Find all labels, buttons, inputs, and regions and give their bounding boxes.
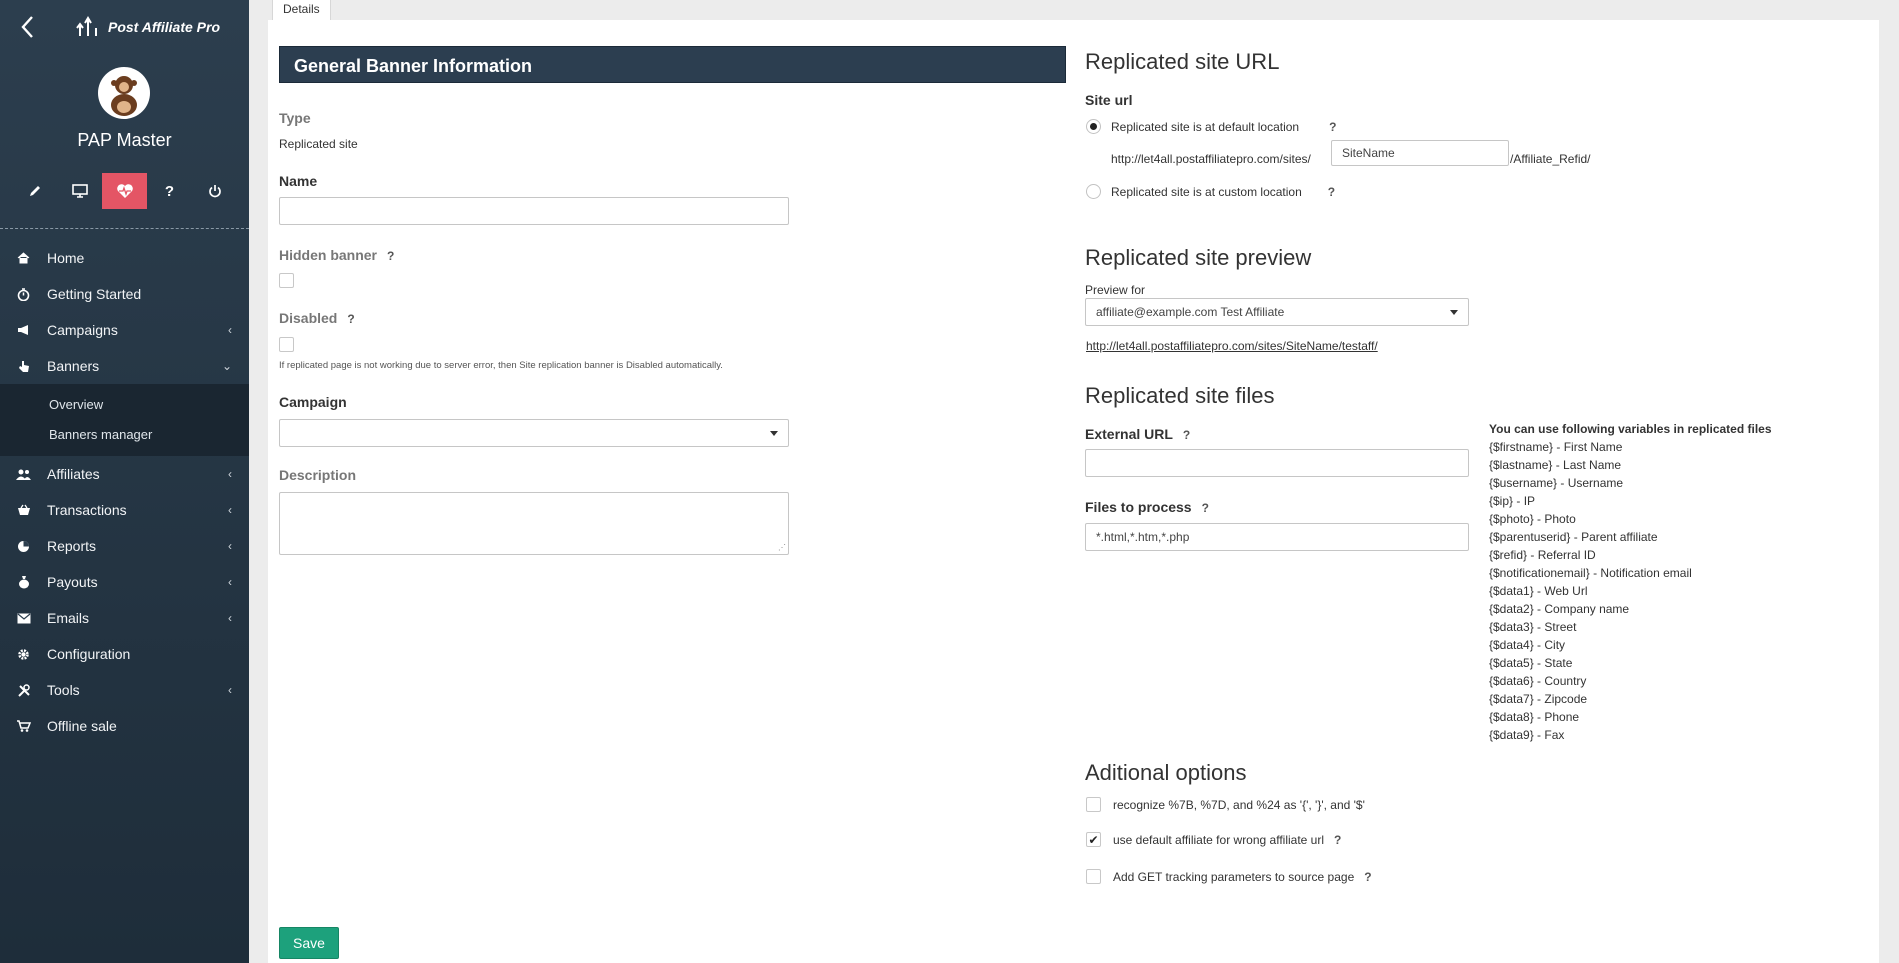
nav-banners[interactable]: Banners ⌄ [0,348,249,384]
sitename-input[interactable]: SiteName [1331,140,1509,166]
campaign-select[interactable] [279,419,789,447]
help-icon[interactable]: ? [1201,501,1209,515]
external-url-label: External URL ? [1085,426,1191,442]
hand-pointer-icon [14,360,33,373]
cart-icon [14,720,33,732]
save-button[interactable]: Save [279,927,339,959]
nav-tools[interactable]: Tools ‹ [0,672,249,708]
url-prefix: http://let4all.postaffiliatepro.com/sites/ [1111,152,1311,166]
help-icon[interactable]: ? [1334,833,1342,847]
radio-default-location[interactable] [1086,119,1101,134]
opt-get-tracking-label: Add GET tracking parameters to source page ? [1113,870,1372,884]
chevron-left-icon: ‹ [228,467,232,481]
checkmark-icon: ✔ [1088,832,1099,847]
resize-grip-icon[interactable]: ⋰ [778,543,786,552]
radio-custom-location[interactable] [1086,184,1101,199]
sidebar-divider [0,228,249,229]
stopwatch-icon [14,288,33,301]
hidden-banner-checkbox[interactable] [279,273,294,288]
option-default-label: Replicated site is at default location ? [1111,120,1337,134]
type-value: Replicated site [279,137,358,151]
nav-transactions[interactable]: Transactions ‹ [0,492,249,528]
list-item: {$lastname} - Last Name [1489,458,1622,472]
help-icon[interactable]: ? [1182,428,1191,442]
list-item: {$parentuserid} - Parent affiliate [1489,530,1658,544]
gear-icon [14,648,33,661]
list-item: {$data9} - Fax [1489,728,1565,742]
external-url-input[interactable] [1085,449,1469,477]
preview-link[interactable]: http://let4all.postaffiliatepro.com/sites/SiteName/testaff/ [1086,339,1378,353]
caret-down-icon [1450,310,1458,315]
opt-recognize-checkbox[interactable] [1086,797,1101,812]
disabled-hint: If replicated page is not working due to server error, then Site replication banner is Disabled automatically. [279,360,723,371]
nav-getting-started[interactable]: Getting Started [0,276,249,312]
help-icon[interactable]: ? [347,312,355,326]
chevron-left-icon: ‹ [228,611,232,625]
sidebar [0,0,249,963]
chevron-left-icon [20,15,34,39]
help-icon[interactable]: ? [387,249,395,263]
basket-icon [14,504,33,516]
list-item: {$username} - Username [1489,476,1624,490]
quick-icons [12,173,237,209]
tab-details[interactable]: Details [272,0,331,20]
description-textarea[interactable] [279,492,789,555]
preview-title: Replicated site preview [1085,245,1312,270]
list-item: {$data7} - Zipcode [1489,692,1588,706]
list-item: {$photo} - Photo [1489,512,1576,526]
nav-offline-sale[interactable]: Offline sale [0,708,249,744]
section-general-title: General Banner Information [279,46,1066,83]
avatar[interactable] [98,67,150,119]
home-icon [14,252,33,264]
help-icon[interactable]: ? [1327,185,1336,199]
banners-submenu [0,384,249,456]
options-title: Aditional options [1085,760,1247,785]
megaphone-icon [14,324,33,336]
help-icon[interactable]: ? [1364,870,1372,884]
list-item: {$data4} - City [1489,638,1566,652]
nav-configuration[interactable]: Configuration [0,636,249,672]
list-item: {$notificationemail} - Notification email [1489,566,1692,580]
chevron-down-icon: ⌄ [221,359,232,373]
subnav-overview[interactable]: Overview [49,397,104,412]
monitor-icon[interactable] [57,173,102,209]
power-icon[interactable] [192,173,237,209]
chevron-left-icon: ‹ [228,503,232,517]
pencil-icon[interactable] [12,173,57,209]
scrollbar-track[interactable] [1879,0,1899,963]
nav-payouts[interactable]: Payouts ‹ [0,564,249,600]
nav-affiliates[interactable]: Affiliates ‹ [0,456,249,492]
opt-recognize-label: recognize %7B, %7D, and %24 as '{', '}', and '$' [1113,798,1365,812]
back-button[interactable] [14,10,40,44]
username: PAP Master [77,130,172,150]
site-url-title: Replicated site URL [1085,49,1280,74]
variables-heading: You can use following variables in replicated files [1489,422,1772,436]
envelope-icon [14,613,33,624]
chevron-left-icon: ‹ [228,539,232,553]
main-nav [0,240,249,744]
subnav-banners-manager[interactable]: Banners manager [49,427,153,442]
option-custom-label: Replicated site is at custom location ? [1111,185,1336,199]
help-icon[interactable]: ? [164,182,175,200]
chevron-left-icon: ‹ [228,683,232,697]
files-to-process-label: Files to process ? [1085,499,1209,515]
opt-default-affiliate-checkbox[interactable] [1086,832,1101,847]
files-to-process-input[interactable]: *.html,*.htm,*.php [1085,523,1469,551]
users-icon [14,469,33,480]
pie-chart-icon [14,540,33,553]
name-input[interactable] [279,197,789,225]
nav-home[interactable]: Home [0,240,249,276]
logo [76,16,220,38]
preview-affiliate-select[interactable]: affiliate@example.com Test Affiliate [1085,298,1469,326]
heartbeat-icon[interactable] [102,173,147,209]
logo-arrows-icon [76,16,102,38]
chevron-left-icon: ‹ [228,575,232,589]
list-item: {$refid} - Referral ID [1489,548,1596,562]
list-item: {$data3} - Street [1489,620,1577,634]
list-item: {$ip} - IP [1489,494,1536,508]
help-icon[interactable]: ? [1329,120,1337,134]
wrench-icon [14,684,33,697]
list-item: {$data1} - Web Url [1489,584,1588,598]
name-label: Name [279,173,318,189]
disabled-checkbox[interactable] [279,337,294,352]
nav-reports[interactable]: Reports ‹ [0,528,249,564]
list-item: {$data6} - Country [1489,674,1587,688]
monkey-avatar-icon [98,67,150,119]
list-item: {$data8} - Phone [1489,710,1580,724]
site-url-label: Site url [1085,92,1133,108]
logo-text: Post Affiliate Pro [108,19,221,35]
variables-list [1489,420,1772,744]
nav-emails[interactable]: Emails ‹ [0,600,249,636]
opt-get-tracking-checkbox[interactable] [1086,869,1101,884]
chevron-left-icon: ‹ [228,323,232,337]
money-bag-icon [14,575,33,589]
sidebar-header [0,0,249,54]
caret-down-icon [770,431,778,436]
list-item: {$firstname} - First Name [1489,440,1623,454]
type-label: Type [279,110,311,126]
list-item: {$data5} - State [1489,656,1573,670]
list-item: {$data2} - Company name [1489,602,1630,616]
files-title: Replicated site files [1085,383,1275,408]
campaign-label: Campaign [279,394,347,410]
disabled-label: Disabled ? [279,310,355,326]
opt-default-affiliate-label: use default affiliate for wrong affiliate url ? [1113,833,1342,847]
description-label: Description [279,467,357,483]
preview-for-label: Preview for [1085,283,1146,297]
nav-campaigns[interactable]: Campaigns ‹ [0,312,249,348]
hidden-banner-label: Hidden banner ? [279,247,395,263]
url-suffix: /Affiliate_Refid/ [1510,152,1591,166]
